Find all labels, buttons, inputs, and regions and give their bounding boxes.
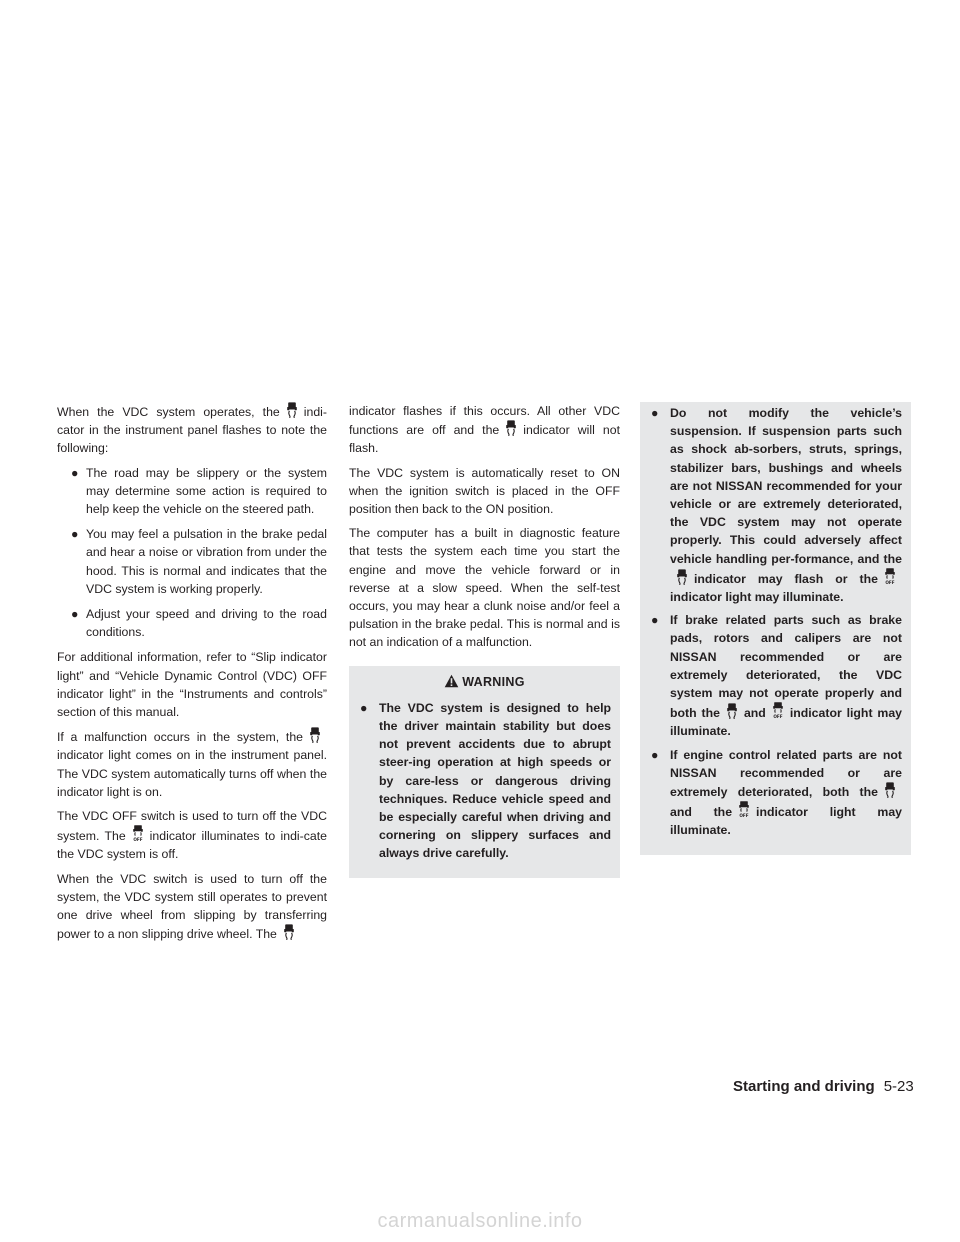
bullet-list xyxy=(57,464,327,642)
column-1 xyxy=(57,402,327,949)
bullet-icon: ● xyxy=(651,747,659,762)
slip-indicator-icon xyxy=(720,703,744,719)
slip-indicator-icon xyxy=(878,782,902,798)
bullet-icon: ● xyxy=(360,700,368,715)
vdc-off-indicator-icon xyxy=(766,702,790,719)
slip-indicator-icon xyxy=(303,727,327,743)
warning-triangle-icon xyxy=(444,675,462,689)
list-item: ● You may feel a pulsation in the brake pedal and hear a noise or vibration from under the hood. This is normal and indicates that the VDC system is working properly. xyxy=(71,527,327,596)
paragraph-malfunction: If a malfunction occurs in the system, the indicator light comes on in the instrument panel. The VDC system automatically turns off when the indicator light is on. xyxy=(57,727,327,801)
paragraph-indicator-flashes: indicator flashes if this occurs. All other VDC functions are off and the indicator will not flash. xyxy=(349,404,620,456)
page-number: 5-23 xyxy=(883,1078,914,1095)
warning-heading: WARNING xyxy=(358,673,611,691)
paragraph-additional-info: For additional information, refer to “Slip indicator light” and “Vehicle Dynamic Control (VDC) OFF indicator light” in the “Instruments and controls” section of this manual. xyxy=(57,650,327,720)
svg-text:OFF: OFF xyxy=(739,813,749,819)
list-item: ● If engine control related parts are not NISSAN recommended or are extremely deteriorated, both the and the OFF indicator light may illuminate. xyxy=(651,747,902,838)
paragraph-vdc-off-switch: The VDC OFF switch is used to turn off the VDC system. The OFF indicator illuminates to indi-cate the VDC system is off. xyxy=(57,809,327,862)
section-title: Starting and driving xyxy=(733,1078,875,1095)
vdc-off-indicator-icon xyxy=(878,568,902,585)
column-3 xyxy=(640,402,911,855)
svg-text:OFF: OFF xyxy=(133,837,143,843)
list-item: ● The VDC system is designed to help the driver maintain stability but does not prevent accidents due to abrupt steer-ing operation at high speeds or by care-less or dangerous driving techniques. Reduce vehicle speed and be especially careful when driving and cornering on slippery surfaces and always drive carefully. xyxy=(360,700,611,861)
warning-list xyxy=(649,404,902,840)
svg-text:OFF: OFF xyxy=(773,714,783,720)
list-item: ● Adjust your speed and driving to the road conditions. xyxy=(71,607,327,640)
list-item: ● The road may be slippery or the system may determine some action is required to help keep the vehicle on the steered path. xyxy=(71,465,327,517)
column-2 xyxy=(349,402,620,878)
bullet-icon: ● xyxy=(71,527,79,542)
watermark: carmanualsonline.info xyxy=(377,1210,583,1232)
vdc-off-indicator-icon xyxy=(126,825,150,842)
warning-box-continued xyxy=(640,402,911,855)
slip-indicator-icon xyxy=(280,402,304,418)
bullet-icon: ● xyxy=(71,607,79,622)
paragraph-diagnostic: The computer has a built in diagnostic feature that tests the system each time you start the engine and move the vehicle forward or in reverse at a slow speed. When the self-test occurs, you may hear a clunk noise and/or feel a pulsation in the brake pedal. This is normal and is not an indication of a malfunction. xyxy=(349,526,620,650)
paragraph-vdc-switch: When the VDC switch is used to turn off the system, the VDC system still operates to prevent one drive wheel from slipping by transferring power to a non slipping drive wheel. The xyxy=(57,871,327,942)
slip-indicator-icon xyxy=(277,924,301,940)
list-item: ● Do not modify the vehicle’s suspension. If suspension parts such as shock ab-sorbers, struts, springs, stabilizer bars, bushings and wheels are not NISSAN recommended for your vehicle or are extremely deteriorated, the VDC system may not operate properly. This could adversely affect vehicle handling per-formance, and the indicator may flash or the OFF indicator light may illuminate. xyxy=(651,406,902,605)
paragraph-auto-reset: The VDC system is automatically reset to ON when the ignition switch is placed in the OFF position then back to the ON position. xyxy=(349,465,620,517)
slip-indicator-icon xyxy=(499,420,523,436)
warning-list xyxy=(358,699,611,863)
warning-box xyxy=(349,666,620,878)
bullet-icon: ● xyxy=(651,613,659,628)
bullet-icon: ● xyxy=(71,465,79,480)
page-footer xyxy=(733,1078,914,1095)
bullet-icon: ● xyxy=(651,406,659,420)
slip-indicator-icon xyxy=(670,569,694,585)
list-item: ● If brake related parts such as brake pads, rotors and calipers are not NISSAN recommended or are extremely deteriorated, the VDC system may not operate properly and both the and OFF indicator light may illuminate. xyxy=(651,613,902,739)
paragraph-vdc-operates: When the VDC system operates, the indi-cator in the instrument panel flashes to note the following: xyxy=(57,402,327,458)
vdc-off-indicator-icon xyxy=(732,801,756,818)
svg-text:OFF: OFF xyxy=(885,579,895,585)
